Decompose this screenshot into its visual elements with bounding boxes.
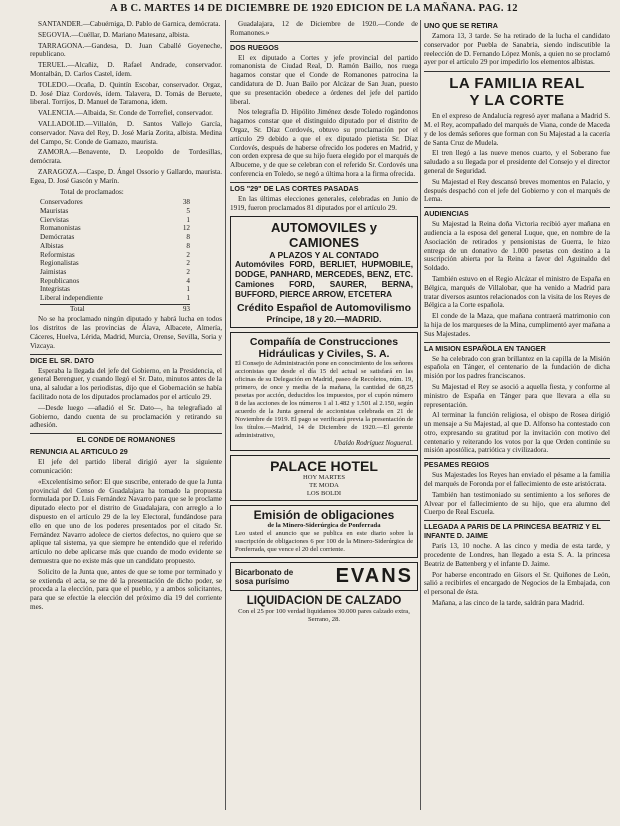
paragraph: Nos telegrafía D. Hipólito Jiménez desde Toledo rogándonos hagamos constar que el distinguido diputado por el distrito de Orgaz, Sr. Díaz Cordovés, obtuvo su proclamación por el artículo 29 debido a que el ex diputado pietista Sr. Díaz Cordovés, después de haberse ofrecido los poderes en Madrid, y con orden expresa de que su hijo fuera elegido por el marqués de Albuceme, y de que se celebran con el referido Sr. Cordovés una conferencia en Toledo, se negó a última hora a la firma ofrecida.	[230, 108, 418, 178]
district-entry: ZAMORA.—Benavente, D. Leopoldo de Tordesillas, demócrata.	[30, 148, 222, 166]
results-row	[40, 259, 190, 268]
paragraph: El ex diputado a Cortes y jefe provincial del partido romanonista de Ciudad Real, D. Ramón Baillo, nos ruega hagamos constar que el Conde de Romanones patrocina la candidatura de D. Juan Bailo por Alcázar de San Juan, puesto que su presentación obedece a órdenes del jefe del partido liberal.	[230, 53, 418, 106]
paragraph: —Desde luego —añadió el Sr. Dato—, ha telegrafiado al Gobierno, dando cuenta de su proclamación y retirando su adhesión.	[30, 403, 222, 430]
results-row	[40, 285, 190, 294]
paragraph: El jefe del partido liberal dirigió ayer la siguiente comunicación:	[30, 458, 222, 476]
party-name: Integristas	[40, 285, 70, 294]
ad-brands: Automóviles FORD, BERLIET, HUPMOBILE, DODGE, PANHARD, MERCEDES, BENZ, ETC. Camiones FORD, SAURER, BERNA, BUFFORD, PIERCE ARROW, ETCETERA	[235, 260, 413, 300]
results-row	[40, 216, 190, 225]
paragraph: El tren llegó a las nueve menos cuarto, y el Soberano fue saludado a su llegada por el presidente del Consejo y el director general de Seguridad.	[424, 149, 610, 175]
party-count: 2	[186, 250, 190, 259]
party-name: Mauristas	[40, 207, 69, 216]
paragraph: Se ha celebrado con gran brillantez en la capilla de la Misión española en Tánger, el centenario de la fundación de dicha misión por los padres franciscanos.	[424, 354, 610, 381]
paragraph: También estuvo en el Regio Alcázar el ministro de España en Bélgica, marqués de Villalobar, que ha venido a Madrid para tratar diversos asuntos relacionados con la visita de los Reyes de Bélgica a la Corte española.	[424, 274, 610, 310]
paragraph: Su Majestad la Reina doña Victoria recibió ayer mañana en audiencia a la esposa del general Luque, que, en nombre de la Asociación de retirados y pensionistas de Guerra, le hizo entrega de un donativo de 1.000 pesetas con destino a la suscripción abierta por la Reina a favor del Aguinaldo del Soldado.	[424, 220, 610, 273]
party-count: 5	[186, 207, 190, 216]
party-count: 8	[186, 233, 190, 242]
party-name: Reformistas	[40, 250, 75, 259]
paragraph: Al terminar la función religiosa, el obispo de Rosea dirigió un mensaje a Su Majestad, al que D. Alfonso ha contestado con otro, expresando su gratitud por la invitación con motivo del centenario y reiterando los votos por la que Orden continúe su misión apostólica, patriótica y civilizadora.	[424, 411, 610, 455]
results-row	[40, 268, 190, 277]
ad-brand: EVANS	[335, 565, 413, 588]
party-name: Conservadores	[40, 198, 83, 207]
party-count: 8	[186, 241, 190, 250]
ad-subtitle: de la Minero-Siderúrgica de Ponferrada	[267, 522, 381, 530]
paragraph: El conde de la Maza, que mañana contraerá matrimonio con la hija de los marqueses de la Mina, cumplimentó ayer mañana a Sus Majestades.	[424, 312, 610, 338]
party-name: Demócratas	[40, 233, 75, 242]
district-entry: ZARAGOZA.—Caspe, D. Ángel Ossorio y Gallardo, maurista. Egea, D. José Gascón y Marín.	[30, 167, 222, 185]
ad-line: LOS BOLDI	[306, 490, 342, 498]
district-entry: TERUEL.—Alcañiz, D. Rafael Andrade, conservador. Montalbán, D. Carlos Castel, ídem.	[30, 61, 222, 78]
party-name: Regionalistas	[40, 259, 79, 268]
paragraph: Sus Majestades los Reyes han enviado el pésame a la familia del marqués de Foronda por el fallecimiento de este aristócrata.	[424, 471, 610, 489]
ad-calzado	[230, 595, 418, 624]
paragraph: «Excelentísimo señor: El que suscribe, enterado de que la Junta provincial del Censo de Guadalajara ha tomado la propuesta formulada por D. Luis Fernández Navarro para que se le proclame diputado electo por el distrito de Guadalajara, con arreglo a lo dispuesto en el artículo 29 de la ley Electoral, fundándose para ello en que uno de los poderes presentados por el citado Sr. Fernández Navarro adolece de ciertos defectos, no quiero que se aplique tal sistema, ya que siempre he entendido que el referido artículo no debe aplicarse más que cuando de modo evidente se demuestra que no existe más que un candidato propuesto.	[30, 477, 222, 566]
party-count: 2	[186, 267, 190, 276]
section-heading: DOS RUEGOS	[230, 41, 418, 52]
party-count: 1	[186, 215, 190, 224]
total-label: Total	[70, 304, 85, 313]
section-subheading: RENUNCIA AL ARTICULO 29	[30, 447, 128, 457]
party-name: Liberal independiente	[40, 294, 103, 303]
section-heading: AUDIENCIAS	[424, 207, 610, 218]
ad-body: Con el 25 por 100 verdad liquidamos 30.000 pares calzado extra, Serrano, 28.	[238, 608, 410, 624]
paragraph: Solicito de la Junta que, antes de que se tome por terminado y se extienda el acta, se me dé la presentación de dicho poder, se proceda a la elección, para que el pueblo, y a ambos solicitantes, para que se efectúe la elección del próximo día 19 del corriente mes.	[30, 567, 222, 611]
party-name: Ciervistas	[40, 215, 69, 224]
district-entry: VALLADOLID.—Villalón, D. Santos Vallejo García, conservador. Nava del Rey, D. José María Zorita, albista. Medina del Campo, Sr. Conde de Gamazo, maurista.	[30, 119, 222, 146]
column-1	[30, 20, 222, 818]
results-row	[40, 224, 190, 233]
total-value: 93	[182, 304, 190, 313]
results-row	[40, 251, 190, 260]
ad-subtitle: A PLAZOS Y AL CONTADO	[269, 250, 379, 261]
paragraph: Mañana, a las cinco de la tarde, saldrán para Madrid.	[432, 599, 585, 608]
paragraph: Su Majestad el Rey descansó breves momentos en Palacio, y después despachó con el jefe del Gobierno y con el marqués de Lema.	[424, 177, 610, 204]
results-row	[40, 198, 190, 207]
ad-palace-hotel	[230, 455, 418, 501]
ad-hidraulicas	[230, 332, 418, 451]
paragraph: No se ha proclamado ningún diputado y habrá lucha en todos los distritos de las provincias de Álava, Albacete, Almería, Cáceres, Huelva, Lérida, Madrid, Murcia, Orense, Sevilla, Soria y Vizcaya.	[30, 315, 222, 350]
ad-title: LIQUIDACION DE CALZADO	[246, 595, 402, 608]
ad-evans	[230, 562, 418, 591]
paragraph: París 13, 10 noche. A las cinco y media de esta tarde, y procedente de Londres, han llegado a esta S. A. la princesa Beatriz de Battenberg y el infante D. Jaime.	[424, 542, 610, 568]
party-name: Jaimistas	[40, 267, 67, 276]
ad-body: El Consejo de Administración pone en conocimiento de los señores accionistas que desde el día 15 del actual se satisfará en las oficinas de su Delegación en Madrid, paseo de Recoletos, núm. 19, primero, de once y media de la mañana, la cantidad de 68,25 pesetas por acción, deducidos los impuestos, por el cupón número 8 de las acciones de los números 1 al 1.482 y 1.501 al 2.150, según acuerdo de la Junta general de accionistas celebrada en 21 de Noviembre de 1919. El pago se verificará previa la presentación de los títulos.—Madrid, 14 de Diciembre de 1920.—El gerente administrativo,	[235, 360, 413, 440]
paragraph: Su Majestad el Rey se asoció a aquella fiesta, y conforme al ministro de España en Tánger para que llevara a ella su representación.	[424, 382, 610, 409]
ad-automoviles	[230, 216, 418, 328]
column-3	[424, 20, 610, 818]
section-heading: UNO QUE SE RETIRA	[424, 21, 498, 30]
paragraph: Esperaba la llegada del jefe del Gobierno, en la Presidencia, el general Berenguer, y cuando llegó el Sr. Dato, minutos antes de la una, al saludar a los periodistas, dijo que el Gobernación se había facilitado nota de los diputados proclamados por el artículo 29.	[30, 366, 222, 402]
ad-signature: Ubaldo Rodríguez Nogueral.	[333, 440, 413, 448]
ad-obligaciones	[230, 505, 418, 558]
results-title: Total de proclamados:	[60, 187, 124, 196]
ad-line: TE MODA	[309, 482, 339, 490]
results-total-row	[40, 304, 190, 314]
section-heading: DICE EL SR. DATO	[30, 354, 222, 365]
section-heading: LLEGADA A PARIS DE LA PRINCESA BEATRIZ Y EL INFANTE D. JAIME	[424, 520, 610, 540]
ad-body: Leo usted el anuncio que se publica en este diario sobre la suscripción de obligaciones 6 por 100 de la Minero-Siderúrgica de Ponferrada, que vence el 20 del corriente.	[235, 530, 413, 554]
section-heading: EL CONDE DE ROMANONES	[30, 433, 222, 444]
party-count: 1	[186, 294, 190, 303]
ad-title: AUTOMOVILES y CAMIONES	[271, 220, 377, 251]
district-list	[30, 20, 222, 186]
results-table	[40, 198, 222, 313]
district-entry: SANTANDER.—Cabuérniga, D. Pablo de Garnica, demócrata.	[38, 20, 221, 28]
district-entry: TOLEDO.—Ocaña, D. Quintín Escobar, conservador. Orgaz, D. José Díaz Cordovés, ídem. Talavera, D. Tomás de Beruete, liberal. Torrijos, D. Manuel de Taramona, ídem.	[30, 80, 222, 107]
main-heading	[424, 71, 610, 109]
results-row	[40, 277, 190, 286]
column-rule	[420, 20, 421, 810]
district-entry: SEGOVIA.—Cuéllar, D. Mariano Matesanz, albista.	[38, 30, 190, 39]
ad-title: Emisión de obligaciones	[253, 508, 395, 523]
page-header: A B C. MARTES 14 DE DICIEMBRE DE 1920 EDICION DE LA MAÑANA. PAG. 12	[110, 3, 518, 14]
party-name: Republicanos	[40, 276, 80, 285]
results-row	[40, 233, 190, 242]
results-row	[40, 242, 190, 251]
main-heading-line: Y LA CORTE	[469, 92, 565, 110]
party-name: Albistas	[40, 241, 64, 250]
ad-title: Compañía de Construcciones Hidráulicas y Civiles, S. A.	[249, 336, 399, 361]
results-row	[40, 207, 190, 216]
paragraph: También han testimoniado su sentimiento a los señores de Alvear por el fallecimiento de su hijo, que era alumno del Cuerpo de Real Escuela.	[424, 490, 610, 517]
ad-title: PALACE HOTEL	[270, 458, 378, 475]
results-row	[40, 294, 190, 303]
party-count: 38	[182, 198, 190, 207]
paragraph: En las últimas elecciones generales, celebradas en Junio de 1919, fueron proclamados 81 diputados por el artículo 29.	[230, 194, 418, 212]
paragraph: Zamora 13, 3 tarde. Se ha retirado de la lucha el candidato conservador por Puebla de Sanabria, siendo indiscutible la reelección de D. Fernando López Monís, a quien no se proclamó ayer por el artículo 29 por impedirlo los elementos albistas.	[424, 32, 610, 67]
ad-company: Crédito Español de Automovilismo	[236, 302, 412, 315]
column-rule	[225, 20, 226, 810]
district-entry: VALENCIA.—Albaida, Sr. Conde de Torrefiel, conservador.	[38, 109, 213, 118]
party-count: 1	[186, 285, 190, 294]
section-heading: LA MISION ESPAÑOLA EN TANGER	[424, 342, 610, 353]
party-count: 2	[186, 259, 190, 268]
main-heading-line: LA FAMILIA REAL	[449, 75, 585, 93]
paragraph: Por haberse encontrado en Gisors el Sr. Quiñones de León, salió a recibirles el encargado de Negocios de la Embajada, con el personal de ésta.	[424, 570, 610, 597]
party-count: 12	[182, 224, 190, 233]
ad-line: HOY MARTES	[302, 474, 346, 482]
dateline: Guadalajara, 12 de Diciembre de 1920.—Conde de Romanones.»	[230, 20, 418, 37]
column-2	[230, 20, 418, 818]
section-heading: PESAMES REGIOS	[424, 458, 610, 469]
section-heading: LOS "29" DE LAS CORTES PASADAS	[230, 182, 418, 193]
party-name: Romanonistas	[40, 224, 81, 233]
district-entry: TARRAGONA.—Gandesa, D. Juan Caballé Goyeneche, republicano.	[30, 41, 222, 59]
ad-product: Bicarbonato de sosa purísimo	[235, 567, 294, 586]
paragraph: En el expreso de Andalucía regresó ayer mañana a Madrid S. M. el Rey, acompañado del marqués de Viana, conde de Maceda y de los demás señores que forman con Su Majestad a la cacería de Santa Cruz de Mudela.	[424, 112, 610, 147]
party-count: 4	[186, 276, 190, 285]
ad-address: Príncipe, 18 y 20.—MADRID.	[266, 314, 382, 325]
